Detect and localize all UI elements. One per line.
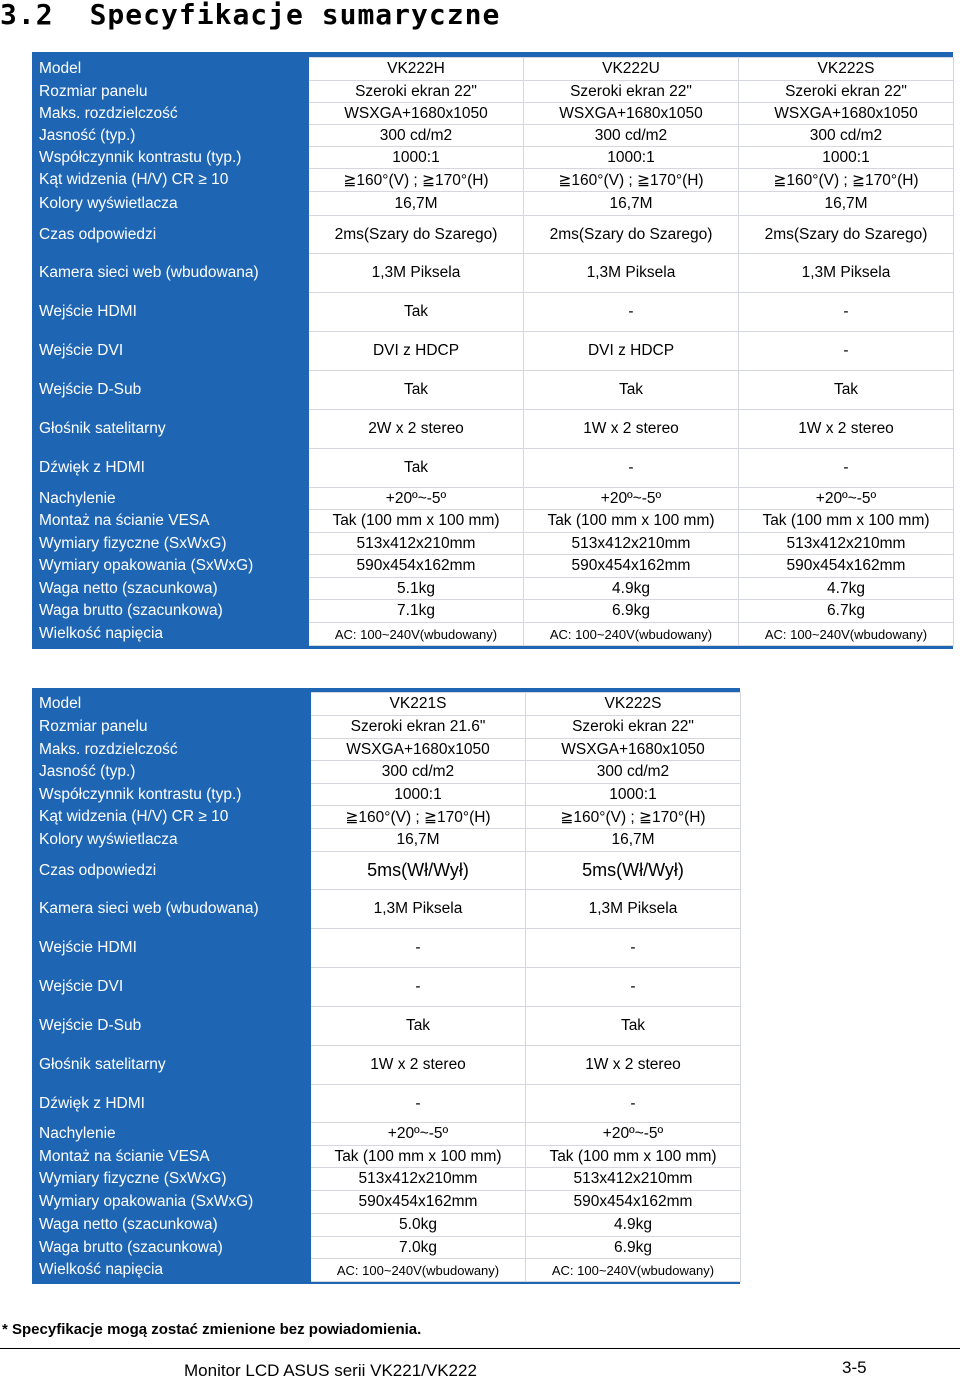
spec-value-cell: 1000:1 xyxy=(526,784,741,806)
row-label: Montaż na ścianie VESA xyxy=(33,510,309,533)
spec-value-cell: 513x412x210mm xyxy=(526,1168,741,1191)
page-number: 3-5 xyxy=(842,1358,867,1377)
spec-value-cell: 4.7kg xyxy=(739,578,954,600)
table-row xyxy=(33,58,954,81)
spec-value-cell: - xyxy=(526,968,741,1007)
spec-value-cell: 590x454x162mm xyxy=(311,1191,526,1214)
table-row xyxy=(33,254,954,293)
spec-value-cell: 16,7M xyxy=(739,192,954,216)
row-label: Rozmiar panelu xyxy=(33,81,309,103)
spec-value-cell: 1W x 2 stereo xyxy=(524,410,739,449)
section-title-text: Specyfikacje sumaryczne xyxy=(89,0,501,31)
row-label: Kąt widzenia (H/V) CR ≥ 10 xyxy=(33,806,311,829)
spec-value-cell: DVI z HDCP xyxy=(524,332,739,371)
spec-value-cell: 5ms(Wł/Wył) xyxy=(526,852,741,890)
spec-value-cell: 4.9kg xyxy=(526,1214,741,1237)
row-label: Wielkość napięcia xyxy=(33,623,309,646)
table-row xyxy=(33,578,954,600)
table-row xyxy=(33,147,954,169)
row-label: Kolory wyświetlacza xyxy=(33,829,311,852)
table-row xyxy=(33,488,954,510)
row-label: Kolory wyświetlacza xyxy=(33,192,309,216)
spec-value-cell: +20º~-5º xyxy=(739,488,954,510)
row-label: Dźwięk z HDMI xyxy=(33,449,309,488)
spec-value-cell: ≧160°(V) ; ≧170°(H) xyxy=(311,806,526,829)
spec-value-cell: +20º~-5º xyxy=(309,488,524,510)
spec-value-cell: WSXGA+1680x1050 xyxy=(739,103,954,125)
section-title xyxy=(0,0,960,30)
row-label: Wejście DVI xyxy=(33,968,311,1007)
row-label: Głośnik satelitarny xyxy=(33,410,309,449)
spec-value-cell: 513x412x210mm xyxy=(309,533,524,555)
spec-value-cell: 16,7M xyxy=(311,829,526,852)
row-label: Waga netto (szacunkowa) xyxy=(33,1214,311,1237)
spec-value-cell: - xyxy=(524,449,739,488)
row-label: Waga brutto (szacunkowa) xyxy=(33,600,309,623)
table-row xyxy=(33,806,741,829)
footer-divider xyxy=(0,1348,960,1349)
table-row xyxy=(33,1123,741,1146)
spec-value-cell: 6.9kg xyxy=(526,1237,741,1259)
row-label: Wymiary opakowania (SxWxG) xyxy=(33,1191,311,1214)
row-label: Czas odpowiedzi xyxy=(33,852,311,890)
spec-value-cell: 5.0kg xyxy=(311,1214,526,1237)
table-row xyxy=(33,216,954,254)
table-row xyxy=(33,192,954,216)
footer-title: Monitor LCD ASUS serii VK221/VK222 xyxy=(184,1361,477,1380)
spec-value-cell: 300 cd/m2 xyxy=(526,761,741,784)
table-row xyxy=(33,739,741,761)
row-label: Wejście D-Sub xyxy=(33,371,309,410)
row-label: Waga netto (szacunkowa) xyxy=(33,578,309,600)
spec-value-cell: - xyxy=(311,929,526,968)
table-row xyxy=(33,449,954,488)
spec-value-cell: Tak xyxy=(309,449,524,488)
spec-value-cell: WSXGA+1680x1050 xyxy=(311,739,526,761)
row-label: Jasność (typ.) xyxy=(33,761,311,784)
spec-value-cell: DVI z HDCP xyxy=(309,332,524,371)
row-label: Kamera sieci web (wbudowana) xyxy=(33,890,311,929)
spec-value-cell: 1W x 2 stereo xyxy=(739,410,954,449)
row-label: Model xyxy=(33,693,311,716)
row-label: Model xyxy=(33,58,309,81)
spec-value-cell: VK222S xyxy=(739,58,954,81)
spec-value-cell: Szeroki ekran 22" xyxy=(739,81,954,103)
spec-value-cell: 513x412x210mm xyxy=(311,1168,526,1191)
row-label: Głośnik satelitarny xyxy=(33,1046,311,1085)
spec-value-cell: 513x412x210mm xyxy=(739,533,954,555)
spec-value-cell: +20º~-5º xyxy=(526,1123,741,1146)
row-label: Wejście HDMI xyxy=(33,929,311,968)
spec-value-cell: ≧160°(V) ; ≧170°(H) xyxy=(526,806,741,829)
spec-value-cell: 16,7M xyxy=(524,192,739,216)
table-row xyxy=(33,829,741,852)
spec-value-cell: - xyxy=(526,929,741,968)
row-label: Maks. rozdzielczość xyxy=(33,739,311,761)
spec-value-cell: - xyxy=(311,1085,526,1123)
spec-value-cell: Tak xyxy=(311,1007,526,1046)
spec-value-cell: 300 cd/m2 xyxy=(739,125,954,147)
spec-value-cell: 2ms(Szary do Szarego) xyxy=(524,216,739,254)
spec-value-cell: 2ms(Szary do Szarego) xyxy=(739,216,954,254)
spec-value-cell: Tak (100 mm x 100 mm) xyxy=(309,510,524,533)
spec-value-cell: +20º~-5º xyxy=(524,488,739,510)
spec-value-cell: - xyxy=(311,968,526,1007)
section-number: 3.2 xyxy=(0,0,54,31)
row-label: Wymiary opakowania (SxWxG) xyxy=(33,555,309,578)
row-label: Rozmiar panelu xyxy=(33,716,311,739)
table-row xyxy=(33,761,741,784)
spec-value-cell: - xyxy=(739,332,954,371)
spec-value-cell: 1000:1 xyxy=(311,784,526,806)
table-row xyxy=(33,332,954,371)
spec-value-cell: AC: 100~240V(wbudowany) xyxy=(309,623,524,646)
table-row xyxy=(33,125,954,147)
spec-value-cell: 1W x 2 stereo xyxy=(311,1046,526,1085)
spec-value-cell: Tak xyxy=(739,371,954,410)
table-row xyxy=(33,1214,741,1237)
table-row xyxy=(33,890,741,929)
row-label: Kamera sieci web (wbudowana) xyxy=(33,254,309,293)
spec-value-cell: 300 cd/m2 xyxy=(524,125,739,147)
table-row xyxy=(33,293,954,332)
spec-value-cell: AC: 100~240V(wbudowany) xyxy=(311,1259,526,1282)
table-row xyxy=(33,852,741,890)
table-row xyxy=(33,693,741,716)
table-row xyxy=(33,169,954,192)
table-row xyxy=(33,929,741,968)
spec-value-cell: 1000:1 xyxy=(739,147,954,169)
spec-value-cell: 1,3M Piksela xyxy=(739,254,954,293)
row-label: Maks. rozdzielczość xyxy=(33,103,309,125)
spec-value-cell: VK222U xyxy=(524,58,739,81)
table-row xyxy=(33,1191,741,1214)
table-row xyxy=(33,1046,741,1085)
row-label: Jasność (typ.) xyxy=(33,125,309,147)
spec-value-cell: WSXGA+1680x1050 xyxy=(309,103,524,125)
table-row xyxy=(33,784,741,806)
row-label: Waga brutto (szacunkowa) xyxy=(33,1237,311,1259)
spec-value-cell: ≧160°(V) ; ≧170°(H) xyxy=(309,169,524,192)
table-row xyxy=(33,510,954,533)
row-label: Wejście DVI xyxy=(33,332,309,371)
spec-value-cell: 590x454x162mm xyxy=(526,1191,741,1214)
spec-value-cell: 6.9kg xyxy=(524,600,739,623)
spec-value-cell: - xyxy=(526,1085,741,1123)
spec-value-cell: 590x454x162mm xyxy=(309,555,524,578)
spec-value-cell: 1,3M Piksela xyxy=(311,890,526,929)
row-label: Kąt widzenia (H/V) CR ≥ 10 xyxy=(33,169,309,192)
spec-value-cell: WSXGA+1680x1050 xyxy=(524,103,739,125)
spec-value-cell: 300 cd/m2 xyxy=(309,125,524,147)
row-label: Wejście D-Sub xyxy=(33,1007,311,1046)
table-row xyxy=(33,1168,741,1191)
spec-value-cell: WSXGA+1680x1050 xyxy=(526,739,741,761)
spec-value-cell: 1W x 2 stereo xyxy=(526,1046,741,1085)
spec-value-cell: Tak xyxy=(309,293,524,332)
row-label: Montaż na ścianie VESA xyxy=(33,1146,311,1168)
table-row xyxy=(33,716,741,739)
spec-value-cell: 1000:1 xyxy=(524,147,739,169)
spec-value-cell: Tak (100 mm x 100 mm) xyxy=(739,510,954,533)
spec-value-cell: - xyxy=(524,293,739,332)
spec-value-cell: 2W x 2 stereo xyxy=(309,410,524,449)
spec-value-cell: 16,7M xyxy=(526,829,741,852)
row-label: Współczynnik kontrastu (typ.) xyxy=(33,784,311,806)
table-row xyxy=(33,533,954,555)
spec-value-cell: 1,3M Piksela xyxy=(526,890,741,929)
row-label: Wymiary fizyczne (SxWxG) xyxy=(33,533,309,555)
spec-value-cell: Tak xyxy=(309,371,524,410)
spec-value-cell: VK222S xyxy=(526,693,741,716)
spec-value-cell: 5.1kg xyxy=(309,578,524,600)
footnote: * Specyfikacje mogą zostać zmienione bez powiadomienia. xyxy=(2,1321,422,1338)
spec-value-cell: Szeroki ekran 22" xyxy=(309,81,524,103)
spec-table-2 xyxy=(32,692,741,1282)
spec-value-cell: 1000:1 xyxy=(309,147,524,169)
spec-value-cell: AC: 100~240V(wbudowany) xyxy=(739,623,954,646)
spec-value-cell: +20º~-5º xyxy=(311,1123,526,1146)
spec-value-cell: Tak xyxy=(526,1007,741,1046)
spec-value-cell: 7.0kg xyxy=(311,1237,526,1259)
table-row xyxy=(33,1237,741,1259)
spec-value-cell: Szeroki ekran 22" xyxy=(526,716,741,739)
spec-value-cell: 1,3M Piksela xyxy=(524,254,739,293)
table-row xyxy=(33,600,954,623)
table-row xyxy=(33,968,741,1007)
row-label: Czas odpowiedzi xyxy=(33,216,309,254)
spec-value-cell: - xyxy=(739,293,954,332)
spec-value-cell: 1,3M Piksela xyxy=(309,254,524,293)
spec-value-cell: 4.9kg xyxy=(524,578,739,600)
row-label: Nachylenie xyxy=(33,488,309,510)
spec-value-cell: AC: 100~240V(wbudowany) xyxy=(524,623,739,646)
row-label: Współczynnik kontrastu (typ.) xyxy=(33,147,309,169)
table-row xyxy=(33,1007,741,1046)
spec-value-cell: ≧160°(V) ; ≧170°(H) xyxy=(739,169,954,192)
spec-value-cell: - xyxy=(739,449,954,488)
row-label: Wielkość napięcia xyxy=(33,1259,311,1282)
spec-value-cell: 16,7M xyxy=(309,192,524,216)
spec-value-cell: 7.1kg xyxy=(309,600,524,623)
spec-value-cell: VK222H xyxy=(309,58,524,81)
row-label: Dźwięk z HDMI xyxy=(33,1085,311,1123)
spec-table-1 xyxy=(32,57,954,646)
table-row xyxy=(33,1146,741,1168)
spec-value-cell: Tak (100 mm x 100 mm) xyxy=(524,510,739,533)
table-row xyxy=(33,623,954,646)
table-row xyxy=(33,1259,741,1282)
spec-value-cell: Tak (100 mm x 100 mm) xyxy=(526,1146,741,1168)
spec-value-cell: Szeroki ekran 21.6" xyxy=(311,716,526,739)
spec-value-cell: 6.7kg xyxy=(739,600,954,623)
spec-value-cell: 2ms(Szary do Szarego) xyxy=(309,216,524,254)
spec-value-cell: VK221S xyxy=(311,693,526,716)
spec-value-cell: 590x454x162mm xyxy=(524,555,739,578)
spec-value-cell: ≧160°(V) ; ≧170°(H) xyxy=(524,169,739,192)
spec-value-cell: 513x412x210mm xyxy=(524,533,739,555)
spec-value-cell: Tak (100 mm x 100 mm) xyxy=(311,1146,526,1168)
row-label: Wejście HDMI xyxy=(33,293,309,332)
row-label: Wymiary fizyczne (SxWxG) xyxy=(33,1168,311,1191)
spec-value-cell: Tak xyxy=(524,371,739,410)
row-label: Nachylenie xyxy=(33,1123,311,1146)
spec-value-cell: 300 cd/m2 xyxy=(311,761,526,784)
spec-value-cell: 590x454x162mm xyxy=(739,555,954,578)
table-row xyxy=(33,555,954,578)
table-row xyxy=(33,103,954,125)
spec-value-cell: 5ms(Wł/Wył) xyxy=(311,852,526,890)
spec-value-cell: AC: 100~240V(wbudowany) xyxy=(526,1259,741,1282)
table-row xyxy=(33,81,954,103)
table-row xyxy=(33,410,954,449)
table-row xyxy=(33,1085,741,1123)
spec-value-cell: Szeroki ekran 22" xyxy=(524,81,739,103)
table-row xyxy=(33,371,954,410)
